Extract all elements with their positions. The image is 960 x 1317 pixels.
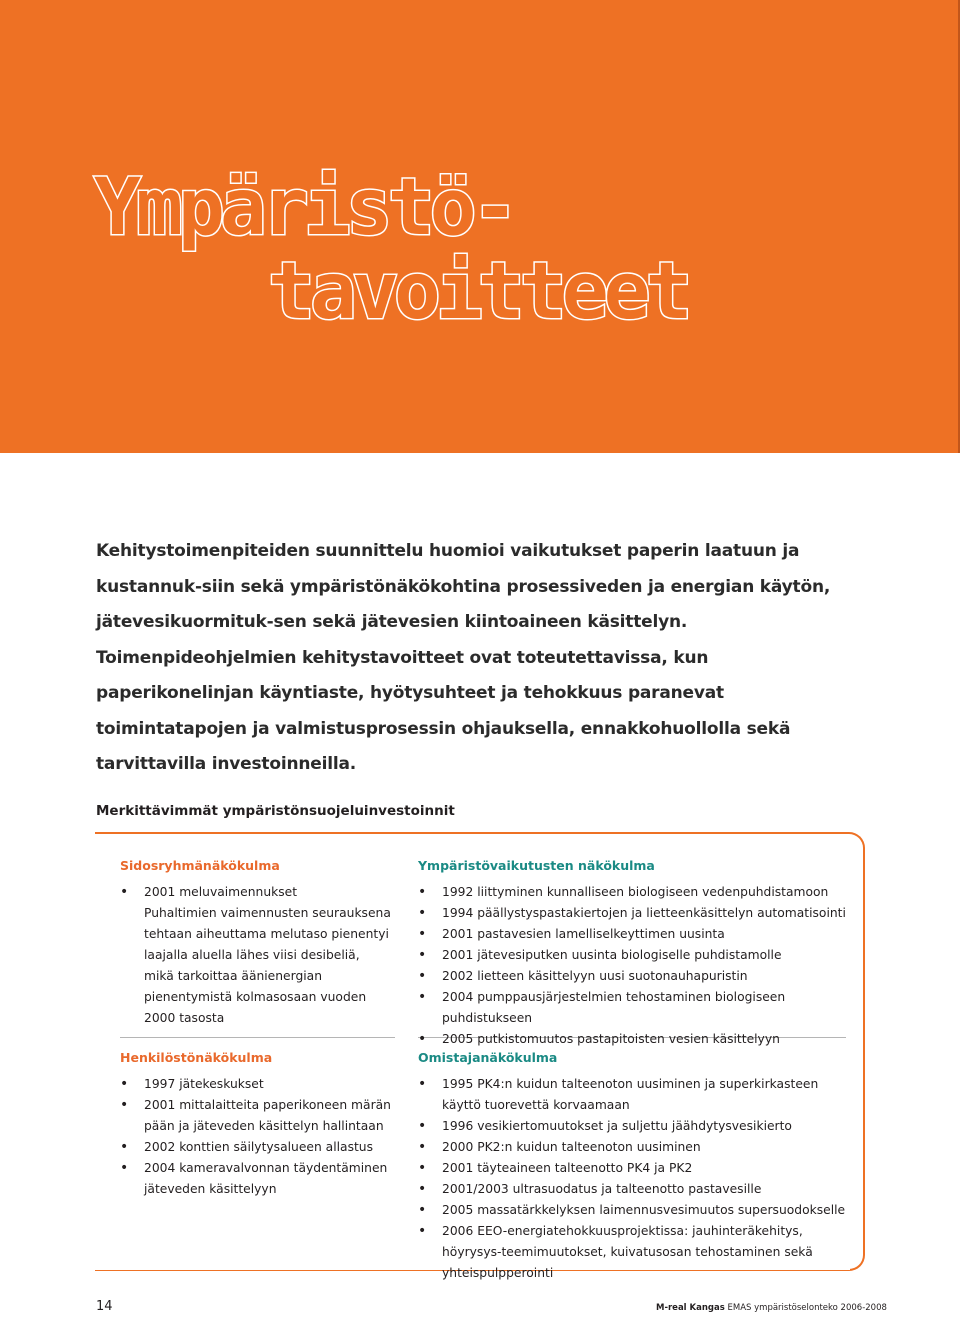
list-item: • 2005 massatärkkelyksen laimennusvesimuutos supersuodokselle xyxy=(418,1200,858,1221)
footer-publication-title: EMAS ympäristöselonteko 2006-2008 xyxy=(727,1303,887,1313)
list-item: • 1996 vesikiertomuutokset ja suljettu jäähdytysvesikierto xyxy=(418,1116,858,1137)
list-item: • 2004 kameravalvonnan täydentäminen jäteveden käsittelyyn xyxy=(120,1158,392,1200)
page-number: 14 xyxy=(96,1299,113,1314)
page-title-line-1: Ympäristö- xyxy=(94,163,514,253)
list-item-description: Puhaltimien vaimennusten seurauksena tehtaan aiheuttama melutaso pienentyi laajalla aluella lähes viisi desibeliä, mikä tarkoittaa äänienergian pienentymistä kolmasosaan vuoden 2000 tasosta xyxy=(144,906,391,1025)
list-item: • 2000 PK2:n kuidun talteenoton uusiminen xyxy=(418,1137,858,1158)
panel-title-henkilosto: Henkilöstönäkökulma xyxy=(120,1050,273,1065)
list-item: • 2005 putkistomuutos pastapitoisten vesien käsittelyyn xyxy=(418,1029,858,1050)
footer-brand-name: M-real Kangas xyxy=(656,1303,725,1313)
panel-henkilosto xyxy=(120,1050,392,1200)
list-item: • 1997 jätekeskukset xyxy=(120,1074,392,1095)
list-item: • 2001 mittalaitteita paperikoneen märän pään ja jäteveden käsittelyn hallintaan xyxy=(120,1095,392,1137)
panel-omistaja xyxy=(418,1050,858,1284)
panel-sidosryhma xyxy=(120,858,392,1029)
list-item: • 2004 pumppausjärjestelmien tehostaminen biologiseen puhdistukseen xyxy=(418,987,858,1029)
list-item: • 1994 päällystyspastakiertojen ja lietteenkäsittelyn automatisointi xyxy=(418,903,858,924)
list-item: • 2001 pastavesien lamelliselkeyttimen uusinta xyxy=(418,924,858,945)
panel-ymparisto xyxy=(418,858,858,1050)
panel-title-ymparisto: Ympäristövaikutusten näkökulma xyxy=(418,858,655,873)
list-item: • 2001/2003 ultrasuodatus ja talteenotto pastavesille xyxy=(418,1179,858,1200)
list-item: • 2001 meluvaimennukset xyxy=(120,882,392,903)
list-item: • 1995 PK4:n kuidun talteenoton uusiminen ja superkirkasteen käyttö tuorevettä korvaamaan xyxy=(418,1074,858,1116)
page-title-line-2: tavoitteet xyxy=(268,247,688,337)
list-item: • 2002 lietteen käsittelyyn uusi suotonauhapuristin xyxy=(418,966,858,987)
list-item: • 1992 liittyminen kunnalliseen biologiseen vedenpuhdistamoon xyxy=(418,882,858,903)
intro-paragraph: Kehitystoimenpiteiden suunnittelu huomioi vaikutukset paperin laatuun ja kustannuk-siin sekä ympäristönäkökohtina prosessiveden ja energian käytön, jätevesikuormituk-sen sekä jätevesien kiintoaineen käsittelyn. Toimenpideohjelmien kehitystavoitteet ovat toteutettavissa, kun paperikonelinjan käyntiaste, hyötysuhteet ja tehokkuus paranevat toimintatapojen ja valmistusprosessin ohjauksella, ennakkohuollolla sekä tarvittavilla investoinneilla. xyxy=(96,541,831,774)
panel-title-sidosryhma: Sidosryhmänäkökulma xyxy=(120,858,280,873)
section-heading: Merkittävimmät ympäristönsuojeluinvestoinnit xyxy=(96,803,455,819)
list-item: • 2002 konttien säilytysalueen allastus xyxy=(120,1137,392,1158)
footer-publication xyxy=(656,1303,887,1313)
list-item: • 2001 täyteaineen talteenotto PK4 ja PK2 xyxy=(418,1158,858,1179)
list-item: • 2001 jätevesiputken uusinta biologiselle puhdistamolle xyxy=(418,945,858,966)
panel-title-omistaja: Omistajanäkökulma xyxy=(418,1050,558,1065)
panel-divider-left xyxy=(120,1037,395,1038)
list-item: • 2006 EEO-energiatehokkuusprojektissa: jauhinteräkehitys, höyrysys-teemimuutokset, kuivatusosan tehostaminen sekä yhteispulpperointi xyxy=(418,1221,858,1284)
